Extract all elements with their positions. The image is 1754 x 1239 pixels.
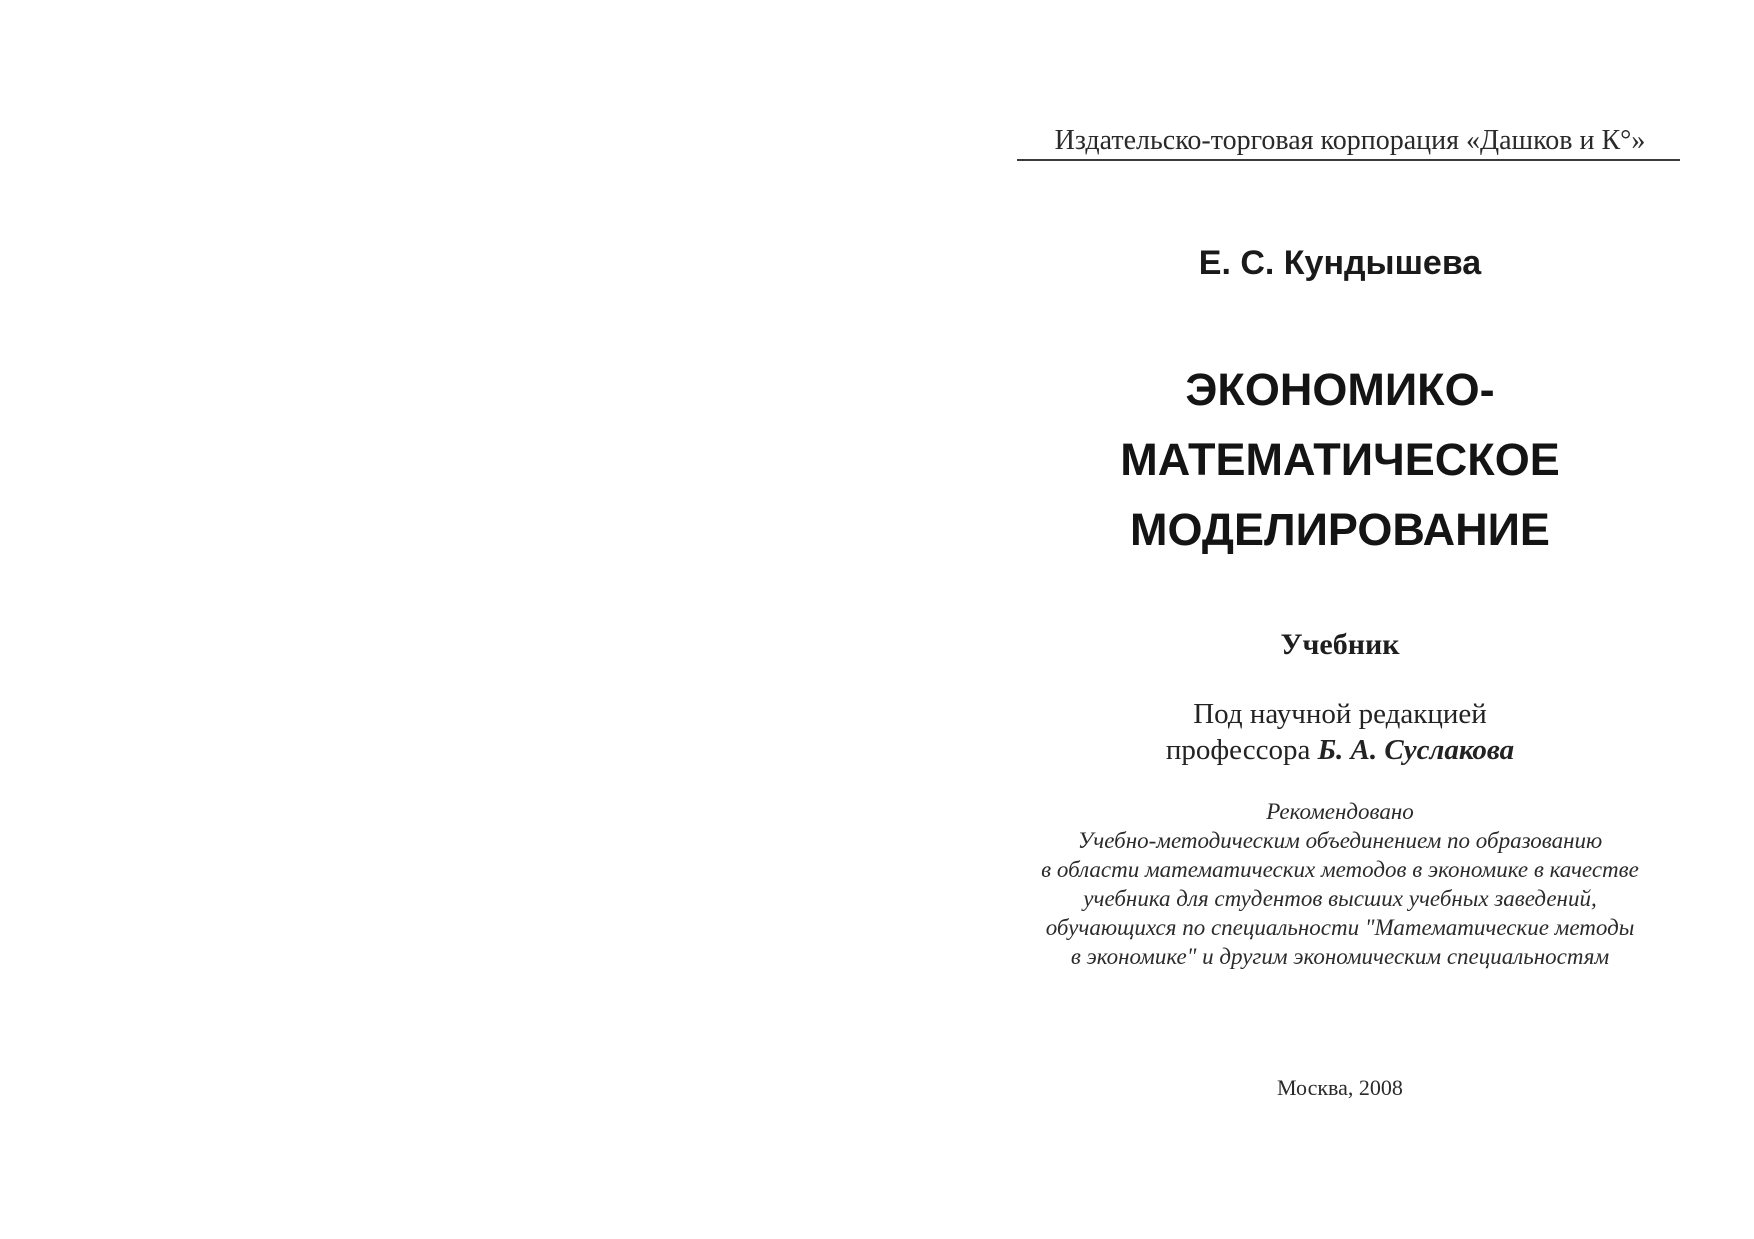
publisher-name: Издательско-торговая корпорация «Дашков и К°» — [1054, 125, 1646, 156]
title-page — [1000, 0, 1754, 1239]
publisher-underline — [1017, 159, 1680, 161]
recommendation-line-4: учебника для студентов высших учебных заведений, — [1083, 886, 1597, 911]
editor-line-1: Под научной редакцией — [1193, 698, 1487, 730]
recommendation-line-6: в экономике" и другим экономическим специальностям — [1070, 944, 1610, 969]
editor-name: Б. А. Суслакова — [1317, 734, 1515, 766]
editor-prefix: профессора — [1165, 734, 1311, 766]
title-line-3: МОДЕЛИРОВАНИЕ — [1130, 504, 1550, 555]
editor-line-2 — [1000, 732, 1680, 768]
title-line-1: ЭКОНОМИКО- — [1185, 364, 1495, 415]
author-name: Е. С. Кундышева — [1198, 244, 1482, 282]
recommendation-line-5: обучающихся по специальности "Математические методы — [1045, 915, 1635, 940]
title-line-2: МАТЕМАТИЧЕСКОЕ — [1120, 434, 1560, 485]
recommendation-block — [1000, 797, 1680, 971]
recommendation-line-1: Рекомендовано — [1266, 799, 1414, 824]
recommendation-line-3: в области математических методов в экономике в качестве — [1041, 857, 1639, 882]
editor-block — [1000, 696, 1680, 768]
book-title — [1000, 355, 1680, 565]
recommendation-line-2: Учебно-методическим объединением по образованию — [1077, 828, 1603, 853]
city-year: Москва, 2008 — [1277, 1075, 1403, 1100]
book-genre: Учебник — [1280, 628, 1400, 661]
